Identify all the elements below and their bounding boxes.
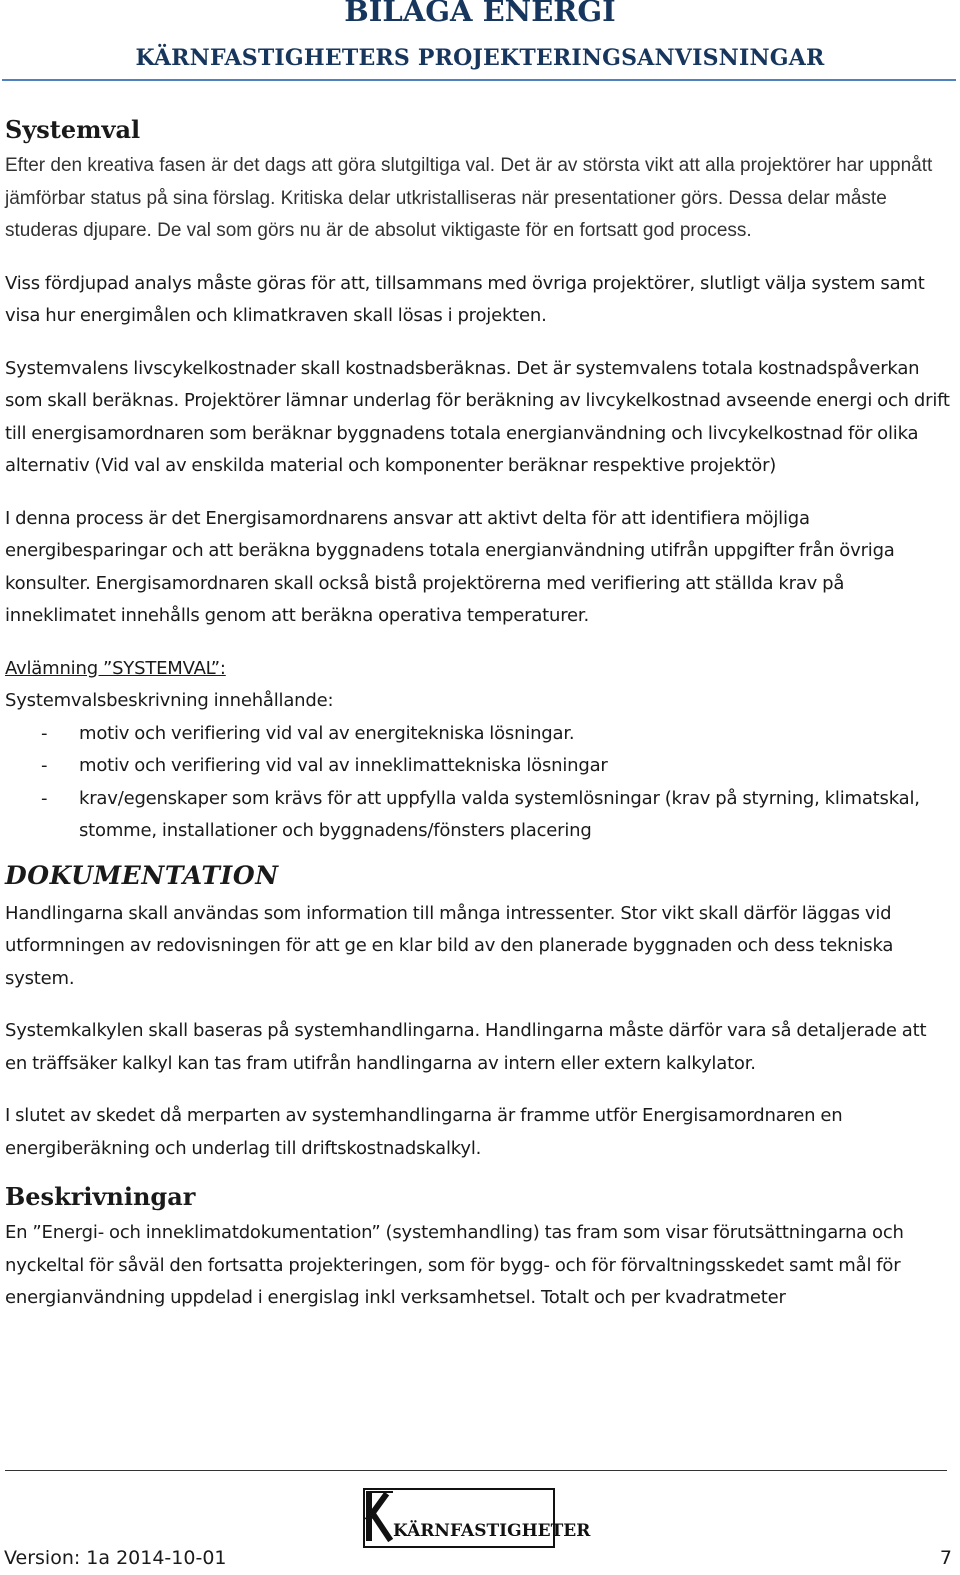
document-subtitle: KÄRNFASTIGHETERS PROJEKTERINGSANVISNINGAR xyxy=(135,45,825,71)
document-body xyxy=(5,112,953,1315)
systemval-paragraph-3: Systemvalens livscykelkostnader skall kostnadsberäknas. Det är systemvalens totala kostnadspåverkan som skall beräknas. Projektörer lämnar underlag för beräkning av livcykelkostnad avseende energi och drift till energisamordnaren som beräknar byggnadens totala energianvändning och livcykelkostnad för olika alternativ (Vid val av enskilda material och komponenter beräknar respektive projektör) xyxy=(5,357,950,476)
list-item: - motiv och verifiering vid val av inneklimattekniska lösningar xyxy=(5,750,953,783)
logo-wordmark: KÄRNFASTIGHETER xyxy=(393,1521,591,1541)
systemval-heading: Systemval xyxy=(5,115,141,144)
systemval-paragraph-4: I denna process är det Energisamordnarens ansvar att aktivt delta för att identifiera möjliga energibesparingar och att beräkna byggnadens totala energianvändning utifrån uppgifter från övriga konsulter. Energisamordnaren skall också bistå projektörerna med verifiering att ställda krav på inneklimatet innehålls genom att beräkna operativa temperaturer. xyxy=(5,507,895,626)
header-divider xyxy=(2,79,956,81)
beskrivningar-heading: Beskrivningar xyxy=(5,1182,196,1211)
section-beskrivningar xyxy=(5,1179,953,1315)
section-dokumentation xyxy=(5,858,953,1166)
delivery-list xyxy=(5,718,953,848)
version-label: Version: 1a 2014-10-01 xyxy=(4,1547,227,1569)
systemval-paragraph-2: Viss fördjupad analys måste göras för att, tillsammans med övriga projektörer, slutligt välja system samt visa hur energimålen och klimatkraven skall lösas i projekten. xyxy=(5,272,925,326)
delivery-intro: Systemvalsbeskrivning innehållande: xyxy=(5,690,334,711)
page-number: 7 xyxy=(939,1547,952,1569)
dokumentation-paragraph-2: Systemkalkylen skall baseras på systemhandlingarna. Handlingarna måste därför vara så detaljerade att en träffsäker kalkyl kan tas fram utifrån handlingarna av intern eller extern kalkylator. xyxy=(5,1020,927,1074)
systemval-paragraph-1: Efter den kreativa fasen är det dags att göra slutgiltiga val. Det är av största vikt att alla projektörer har uppnått jämförbar status på sina förslag. Kritiska delar utkristalliseras när presentationer görs. Dessa delar måste studeras djupare. De val som görs nu är de absolut viktigaste för en fortsatt god process. xyxy=(5,155,933,241)
bullet-dash: - xyxy=(41,787,48,809)
document-title: BILAGA ENERGI xyxy=(344,0,616,28)
dokumentation-heading: DOKUMENTATION xyxy=(5,860,279,890)
footer-divider xyxy=(5,1470,947,1471)
list-item: - krav/egenskaper som krävs för att uppfylla valda systemlösningar (krav på styrning, klimatskal, stomme, installationer och byggnadens/fönsters placering xyxy=(5,783,953,848)
bullet-dash: - xyxy=(41,755,48,776)
delivery-heading: Avlämning ”SYSTEMVAL”: xyxy=(5,657,226,679)
bullet-dash: - xyxy=(41,722,48,744)
dokumentation-paragraph-3: I slutet av skedet då merparten av systemhandlingarna är framme utför Energisamordnaren en energiberäkning och underlag till driftskostnadskalkyl. xyxy=(5,1105,843,1159)
dokumentation-paragraph-1: Handlingarna skall användas som information till många intressenter. Stor vikt skall därför läggas vid utformningen av redovisningen för att ge en klar bild av den planerade byggnaden och dess tekniska system. xyxy=(5,902,894,989)
karnfastigheter-logo xyxy=(363,1488,591,1548)
list-item: - motiv och verifiering vid val av energitekniska lösningar. xyxy=(5,718,953,751)
beskrivningar-paragraph-1: En ”Energi- och inneklimatdokumentation” (systemhandling) tas fram som visar förutsättningarna och nyckeltal för såväl den fortsatta projekteringen, som för bygg- och för förvaltningsskedet samt mål för energianvändning uppdelad i energislag inkl verksamhetsel. Totalt och per kvadratmeter xyxy=(5,1222,904,1308)
section-systemval xyxy=(5,112,953,848)
